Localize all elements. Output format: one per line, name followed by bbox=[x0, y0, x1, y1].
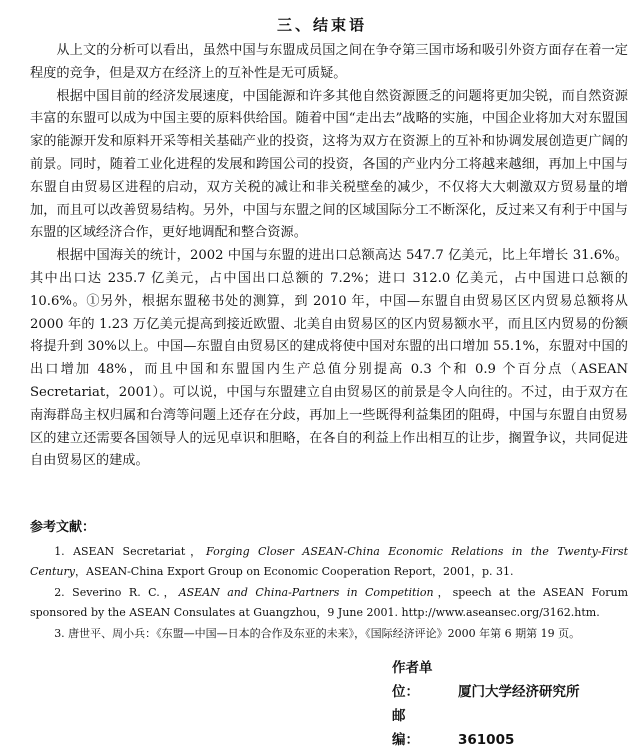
reference-3-suffix: 《国际经济评论》2000 年第 6 期第 19 页。 bbox=[365, 627, 581, 640]
reference-1 bbox=[30, 542, 628, 581]
postcode-row bbox=[392, 704, 580, 752]
reference-2-prefix: 2. Severino R. C.， bbox=[54, 586, 179, 599]
reference-2-title: ASEAN and China-Partners in Competition bbox=[178, 586, 434, 599]
postcode-label: 邮 编： bbox=[392, 708, 433, 748]
reference-3-prefix: 3. 唐世平、周小兵： bbox=[54, 627, 157, 640]
reference-2-suffix: ，speech at the ASEAN Forum sponsored by the ASEAN Consulates at Guangzhou，9 June 2001. http://www.aseansec.org/3162.htm. bbox=[30, 586, 628, 619]
references-list bbox=[30, 542, 628, 646]
reference-1-suffix: ，ASEAN-China Export Group on Economic Cooperation Report，2001，p. 31. bbox=[75, 564, 514, 578]
postcode-value: 361005 bbox=[458, 732, 515, 748]
author-unit-label: 作者单位： bbox=[392, 660, 433, 700]
section-title: 三、结束语 bbox=[276, 16, 367, 34]
reference-3 bbox=[30, 624, 628, 644]
references-heading: 参考文献： bbox=[30, 520, 96, 535]
reference-1-title: Forging Closer ASEAN-China Economic Relations in the Twenty-First Century bbox=[30, 545, 628, 578]
reference-1-prefix: 1. ASEAN Secretariat， bbox=[54, 545, 207, 558]
paragraph-1: 从上文的分析可以看出，虽然中国与东盟成员国之间在争夺第三国市场和吸引外资方面存在着一定程度的竞争，但是双方在经济上的互补性是无可质疑。 bbox=[30, 43, 628, 81]
author-unit-row bbox=[392, 656, 580, 704]
reference-3-title: 《东盟—中国—日本的合作及东亚的未来》， bbox=[156, 627, 366, 640]
reference-2 bbox=[30, 583, 628, 622]
author-info bbox=[392, 656, 580, 752]
author-unit-value: 厦门大学经济研究所 bbox=[458, 684, 580, 700]
body-text bbox=[30, 40, 628, 473]
paragraph-3: 根据中国海关的统计，2002 中国与东盟的进出口总额高达 547.7 亿美元，比上年增长 31.6%。其中出口达 235.7 亿美元，占中国出口总额的 7.2%；进口 312.0 亿美元，占中国进口总额的 10.6%。①另外，根据东盟秘书处的测算，到 2010 年，中国—东盟自由贸易区区内贸易总额将从 2000 年的 1.23 万亿美元提高到接近欧盟、北美自由贸易区的区内贸易额水平，而且区内贸易的份额将提升到 30%以上。中国—东盟自由贸易区的建成将使中国对东盟的出口增加 55.1%，东盟对中国的出口增加 48%，而且中国和东盟国内生产总值分别提高 0.3 个和 0.9 个百分点（ASEAN Secretariat，2001）。可以说，中国与东盟建立自由贸易区的前景是令人向往的。不过，由于双方在南海群岛主权归属和台湾等问题上还存在分歧，再加上一些既得利益集团的阻碍，中国与东盟自由贸易区的建立还需要各国领导人的远见卓识和胆略，在各自的利益上作出相互的让步，搁置争议，共同促进自由贸易区的建成。 bbox=[30, 248, 628, 469]
paragraph-2: 根据中国目前的经济发展速度，中国能源和许多其他自然资源匮乏的问题将更加尖锐，而自然资源丰富的东盟可以成为中国主要的原料供给国。随着中国“走出去”战略的实施，中国企业将加大对东盟国家的能源开发和原料开采等相关基础产业的投资，这将为双方在资源上的互补和协调发展创造更广阔的前景。同时，随着工业化进程的发展和跨国公司的投资，各国的产业内分工将越来越细，再加上中国与东盟自由贸易区进程的启动，双方关税的减让和非关税壁垒的减少，不仅将大大刺激双方贸易量的增加，而且可以改善贸易结构。另外，中国与东盟之间的区域国际分工不断深化，反过来又有利于中国与东盟的区域经济合作，更好地调配和整合资源。 bbox=[30, 88, 628, 241]
